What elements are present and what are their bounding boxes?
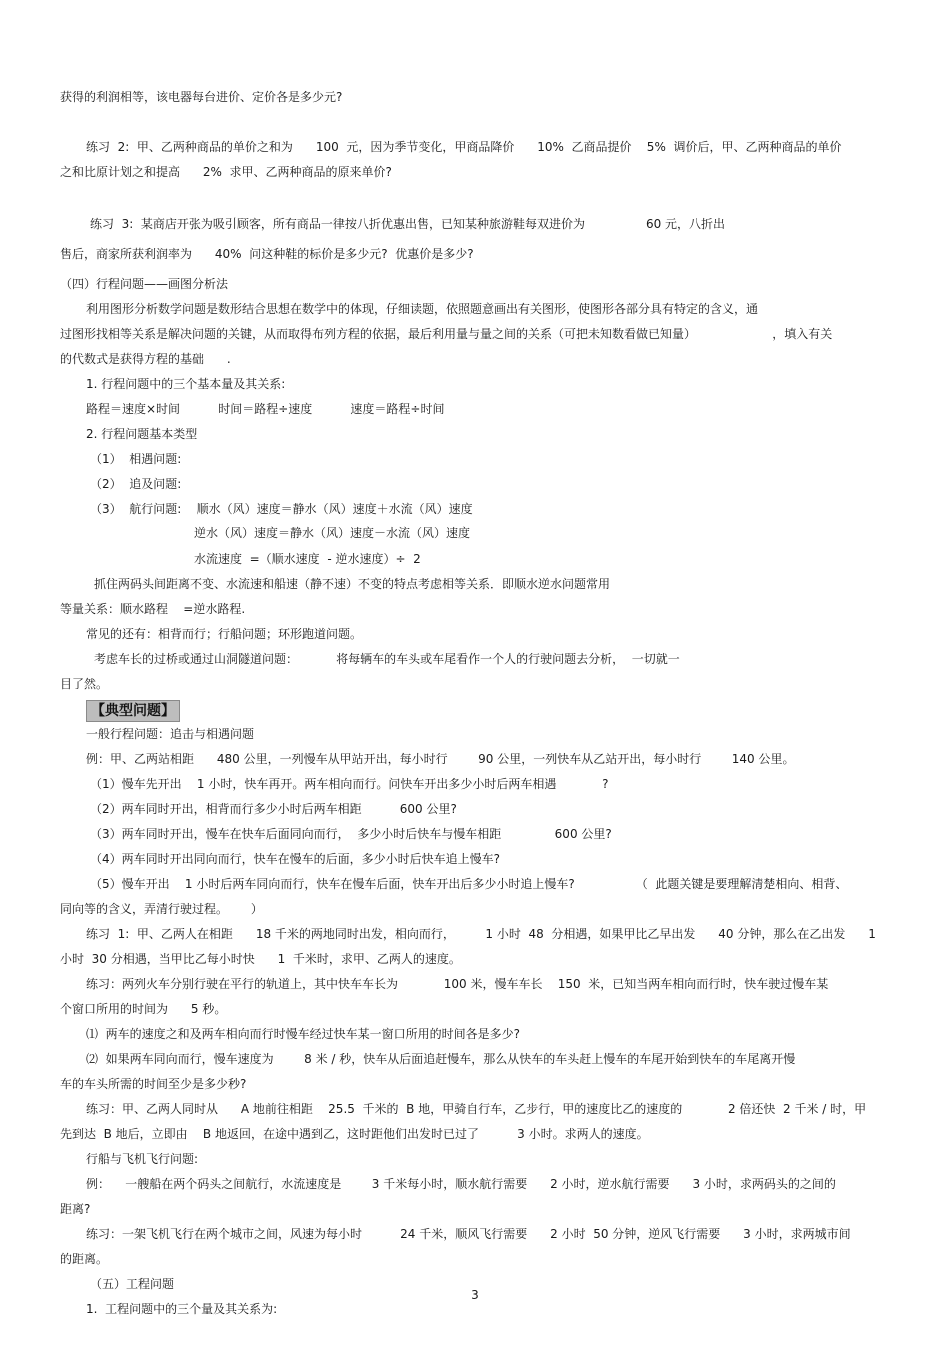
text-line: 等量关系：顺水路程 =逆水路程. <box>60 602 246 616</box>
text-line: （3）两车同时开出，慢车在快车后面同向而行， 多少小时后快车与慢车相距 600 公里? <box>90 827 612 841</box>
text-line: 个窗口所用的时间为 5 秒。 <box>60 1002 227 1016</box>
text-line: 练习 1: 甲、乙两人在相距 18 千米的两地同时出发，相向而行， 1 小时 48 分相遇，如果甲比乙早出发 40 分钟，那么在乙出发 1 <box>86 927 876 941</box>
text-line: 1. 行程问题中的三个基本量及其关系: <box>86 377 286 391</box>
text-line: 行船与飞机飞行问题: <box>86 1152 199 1166</box>
text-line: 2. 行程问题基本类型 <box>86 427 198 441</box>
text-line: 练习 3: 某商店开张为吸引顾客，所有商品一律按八折优惠出售，已知某种旅游鞋每双进价为 60 元，八折出 <box>90 217 726 231</box>
text-line: 小时 30 分相遇，当甲比乙每小时快 1 千米时，求甲、乙两人的速度。 <box>60 952 461 966</box>
text-line: （3） 航行问题: 顺水（风）速度＝静水（风）速度＋水流（风）速度 <box>90 502 473 516</box>
text-line: 例： 一艘船在两个码头之间航行，水流速度是 3 千米每小时，顺水航行需要 2 小时，逆水航行需要 3 小时，求两码头的之间的 <box>86 1177 836 1191</box>
text-line: 路程＝速度×时间 时间＝路程÷速度 速度＝路程÷时间 <box>86 402 445 416</box>
text-line: 1. 工程问题中的三个量及其关系为: <box>86 1302 278 1316</box>
text-line: 常见的还有：相背而行；行船问题；环形跑道问题。 <box>86 627 363 641</box>
text-line: 水流速度 =（顺水速度 - 逆水速度）÷ 2 <box>194 552 421 566</box>
text-line: 考虑车长的过桥或通过山洞隧道问题： 将每辆车的车头或车尾看作一个人的行驶问题去分析， 一切就一 <box>94 652 680 666</box>
text-line: ⑴ 两车的速度之和及两车相向而行时慢车经过快车某一窗口所用的时间各是多少? <box>86 1027 521 1041</box>
section-header-typical-problems: 【典型问题】 <box>86 700 180 722</box>
text-line: 一般行程问题：追击与相遇问题 <box>86 727 255 741</box>
text-line: 练习：两列火车分别行驶在平行的轨道上，其中快车车长为 100 米，慢车车长 150 米，已知当两车相向而行时，快车驶过慢车某 <box>86 977 829 991</box>
text-line: 目了然。 <box>60 677 109 691</box>
text-line: 距离? <box>60 1202 91 1216</box>
text-line: （2）两车同时开出，相背而行多少小时后两车相距 600 公里? <box>90 802 457 816</box>
page-number: 3 <box>471 1288 479 1302</box>
text-line: （4）两车同时开出同向而行，快车在慢车的后面，多少小时后快车追上慢车? <box>90 852 501 866</box>
text-line: （四）行程问题——画图分析法 <box>60 277 229 291</box>
text-line: 逆水（风）速度＝静水（风）速度－水流（风）速度 <box>194 526 471 540</box>
text-line: （1）慢车先开出 1 小时，快车再开。两车相向而行。问快车开出多少小时后两车相遇 ? <box>90 777 609 791</box>
text-line: 车的车头所需的时间至少是多少秒? <box>60 1077 247 1091</box>
text-line: 抓住两码头间距离不变、水流速和船速（静不速）不变的特点考虑相等关系．即顺水逆水问题常用 <box>94 577 611 591</box>
text-line: （五）工程问题 <box>90 1277 175 1291</box>
text-line: 例：甲、乙两站相距 480 公里，一列慢车从甲站开出，每小时行 90 公里，一列快车从乙站开出，每小时行 140 公里。 <box>86 752 795 766</box>
text-line: （1） 相遇问题: <box>90 452 182 466</box>
text-line: 练习 2: 甲、乙两种商品的单价之和为 100 元，因为季节变化，甲商品降价 10% 乙商品提价 5% 调价后，甲、乙两种商品的单价 <box>86 140 842 154</box>
text-line: 售后，商家所获利润率为 40% 问这种鞋的标价是多少元? 优惠价是多少? <box>60 247 474 261</box>
text-line: 获得的利润相等，该电器每台进价、定价各是多少元? <box>60 90 343 104</box>
text-line: 练习：一架飞机飞行在两个城市之间，风速为每小时 24 千米，顺风飞行需要 2 小时 50 分钟，逆风飞行需要 3 小时，求两城市间 <box>86 1227 851 1241</box>
text-line: 练习：甲、乙两人同时从 A 地前往相距 25.5 千米的 B 地，甲骑自行车，乙步行，甲的速度比乙的速度的 2 倍还快 2 千米 / 时，甲 <box>86 1102 867 1116</box>
text-line: 先到达 B 地后，立即由 B 地返回，在途中遇到乙，这时距他们出发时已过了 3 小时。求两人的速度。 <box>60 1127 649 1141</box>
text-line: 利用图形分析数学问题是数形结合思想在数学中的体现，仔细读题，依照题意画出有关图形，使图形各部分具有特定的含义，通 <box>86 302 759 316</box>
text-line: 的距离。 <box>60 1252 109 1266</box>
text-line: 过图形找相等关系是解决问题的关键，从而取得布列方程的依据，最后利用量与量之间的关系（可把未知数看做已知量） ，填入有关 <box>60 327 833 341</box>
text-line: 同向等的含义，弄清行驶过程。 ） <box>60 902 263 916</box>
text-line: （2） 追及问题: <box>90 477 182 491</box>
text-line: 之和比原计划之和提高 2% 求甲、乙两种商品的原来单价? <box>60 165 392 179</box>
text-line: 的代数式是获得方程的基础 . <box>60 352 231 366</box>
text-line: ⑵ 如果两车同向而行，慢车速度为 8 米 / 秒，快车从后面追赶慢车，那么从快车的车头赶上慢车的车尾开始到快车的车尾离开慢 <box>86 1052 796 1066</box>
text-line: （5）慢车开出 1 小时后两车同向而行，快车在慢车后面，快车开出后多少小时追上慢车? （ 此题关键是要理解清楚相向、相背、 <box>90 877 848 891</box>
